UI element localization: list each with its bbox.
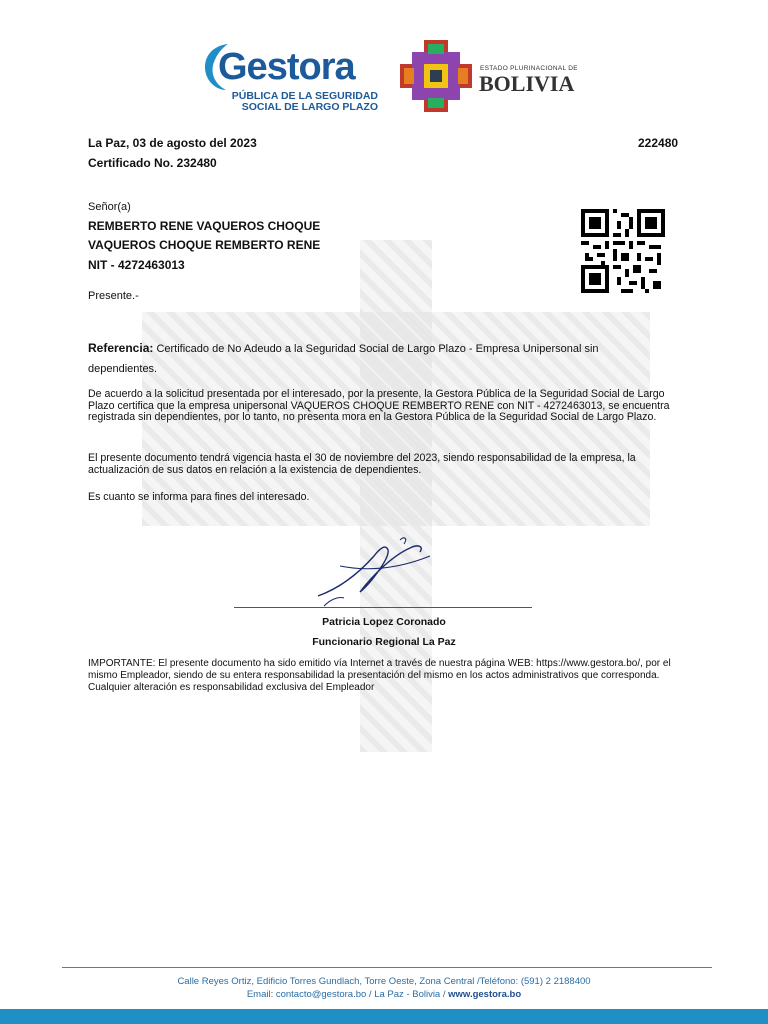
body-paragraph-3: Es cuanto se informa para fines del interesado. — [88, 491, 310, 503]
recipient-line-2: VAQUEROS CHOQUE REMBERTO RENE — [88, 238, 321, 252]
handwritten-signature — [300, 526, 460, 610]
signature-line — [234, 607, 532, 608]
footer-contact — [0, 989, 768, 1000]
gestora-wordmark: Gestora — [218, 46, 355, 88]
gestora-logo — [200, 36, 382, 112]
bolivia-text: BOLIVIA — [479, 71, 575, 96]
presente-text: Presente.- — [88, 290, 139, 302]
referencia-text: Certificado de No Adeudo a la Seguridad Social de Largo Plazo - Empresa Unipersonal sin — [156, 343, 599, 355]
recipient-line-1: REMBERTO RENE VAQUEROS CHOQUE — [88, 219, 321, 233]
signer-title: Funcionario Regional La Paz — [312, 636, 456, 648]
place-date: La Paz, 03 de agosto del 2023 — [88, 136, 257, 150]
referencia-line-1 — [88, 342, 599, 356]
bolivia-logo — [398, 38, 580, 114]
salutation: Señor(a) — [88, 201, 131, 213]
estado-plurinacional-text: ESTADO PLURINACIONAL DE — [480, 65, 578, 72]
qr-code-icon — [581, 208, 665, 294]
gestora-subtitle-1: PÚBLICA DE LA SEGURIDAD — [231, 90, 378, 102]
bolivia-chakana-emblem-icon — [398, 38, 474, 114]
footer-address: Calle Reyes Ortiz, Edificio Torres Gundlach, Torre Oeste, Zona Central /Teléfono: (591) 2 2188400 — [177, 976, 591, 987]
referencia-line-2: dependientes. — [88, 363, 158, 375]
footer-color-bar — [0, 1009, 768, 1024]
footer-website-link[interactable]: www.gestora.bo — [448, 989, 522, 1000]
gestora-subtitle-2: SOCIAL DE LARGO PLAZO — [241, 101, 378, 113]
certificate-number: Certificado No. 232480 — [88, 156, 217, 170]
footer-email: Email: contacto@gestora.bo / La Paz - Bolivia / — [246, 989, 446, 1000]
signer-name: Patricia Lopez Coronado — [322, 616, 446, 628]
referencia-label: Referencia: — [88, 341, 154, 355]
body-paragraph-1: De acuerdo a la solicitud presentada por el interesado, por la presente, la Gestora Pública de la Seguridad Social de Largo Plazo certifica que la empresa unipersonal VAQUEROS CHOQUE REMBERTO RENE con NIT - 4272463013, se encuentra registrada sin dependientes, por lo tanto, no presenta mora en la Gestora Pública de la Seguridad Social de Largo Plazo. — [88, 388, 670, 424]
body-paragraph-2: El presente documento tendrá vigencia hasta el 30 de noviembre del 2023, siendo responsabilidad de la empresa, la actualización de sus datos en relación a la existencia de dependientes. — [88, 452, 636, 476]
reference-number: 222480 — [638, 136, 679, 150]
footer-divider — [62, 967, 712, 968]
important-notice: IMPORTANTE: El presente documento ha sido emitido vía Internet a través de nuestra página WEB: https://www.gestora.bo/, por el mismo Empleador, siendo de su entera responsabilidad la presentación del mismo en los actos administrativos que corresponda. Cualquier alteración es responsabilidad exclusiva del Empleador — [88, 658, 671, 693]
recipient-nit: NIT - 4272463013 — [88, 258, 185, 272]
